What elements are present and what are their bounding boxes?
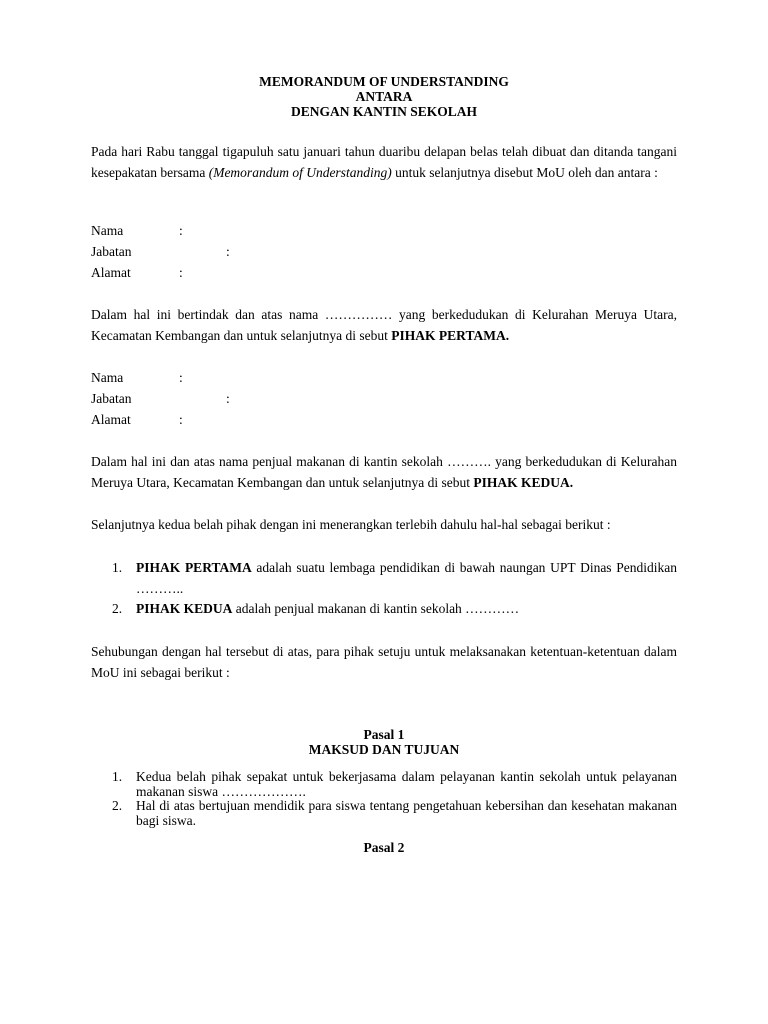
party2-bold-label: PIHAK KEDUA [473,475,570,490]
party1-description [91,304,677,346]
agreement-paragraph: Sehubungan dengan hal tersebut di atas, para pihak setuju untuk melaksanakan ketentuan-ketentuan dalam MoU ini sebagai berikut : [91,644,677,680]
pasal1-item-num-2: 2. [112,798,123,813]
intro-text-before: Pada hari Rabu tanggal tigapuluh satu januari tahun duaribu delapan belas telah dibuat dan ditanda tangani kesepakatan bersama [91,144,677,180]
intro-text-after: untuk selanjutnya disebut MoU oleh dan antara : [391,165,658,180]
pasal1-subtitle: MAKSUD DAN TUJUAN [308,742,460,757]
statement-text: Selanjutnya kedua belah pihak dengan ini menerangkan terlebih dahulu hal-hal sebagai berikut : [91,517,611,532]
parties-list-item-2-bold: PIHAK KEDUA [136,601,233,616]
party1-alamat-colon: : [179,265,183,280]
parties-list-item-2 [136,598,677,619]
pasal1-item-1: Kedua belah pihak sepakat untuk bekerjasama dalam pelayanan kantin sekolah untuk pelayanan makanan siswa ………………. [136,769,677,799]
party1-alamat-label: Alamat [91,265,131,280]
doc-subtitle-antara: ANTARA [355,89,413,104]
party2-alamat-colon: : [179,412,183,427]
parties-list-item-1-text: adalah suatu lembaga pendidikan di bawah naungan UPT Dinas Pendidikan ……….. [136,560,677,596]
pasal1-item-2: Hal di atas bertujuan mendidik para siswa tentang pengetahuan kebersihan dan kesehatan makanan bagi siswa. [136,798,677,828]
pasal1-title: Pasal 1 [363,727,405,742]
doc-title: MEMORANDUM OF UNDERSTANDING [259,74,509,89]
parties-list-num-1: 1. [112,560,123,575]
pasal2-title: Pasal 2 [363,840,405,855]
intro-paragraph [91,141,677,183]
party1-nama-label: Nama [91,223,124,238]
parties-list-num-2: 2. [112,601,123,616]
parties-list-item-1 [136,557,677,599]
party1-jabatan-label: Jabatan [91,244,132,259]
party1-desc-end: . [505,328,510,343]
pasal1-item-num-1: 1. [112,769,123,784]
party2-desc-text: Dalam hal ini dan atas nama penjual makanan di kantin sekolah ………. yang berkedudukan di Kelurahan Meruya Utara, Kecamatan Kembangan dan untuk selanjutnya di sebut [91,454,677,490]
intro-italic: (Memorandum of Understanding) [208,165,392,180]
party1-jabatan-colon: : [226,244,230,259]
doc-subtitle-kantin: DENGAN KANTIN SEKOLAH [290,104,478,119]
party2-description [91,451,677,493]
party1-bold-label: PIHAK PERTAMA [391,328,506,343]
party2-nama-label: Nama [91,370,124,385]
party2-alamat-label: Alamat [91,412,131,427]
parties-list-item-1-bold: PIHAK PERTAMA [136,560,252,575]
parties-list-item-2-text: adalah penjual makanan di kantin sekolah ………… [232,601,520,616]
party2-jabatan-label: Jabatan [91,391,132,406]
party2-desc-end: . [569,475,574,490]
party1-nama-colon: : [179,223,183,238]
party2-nama-colon: : [179,370,183,385]
party2-jabatan-colon: : [226,391,230,406]
party1-desc-text: Dalam hal ini bertindak dan atas nama …………… yang berkedudukan di Kelurahan Meruya Utara, Kecamatan Kembangan dan untuk selanjutnya di sebut [91,307,677,343]
